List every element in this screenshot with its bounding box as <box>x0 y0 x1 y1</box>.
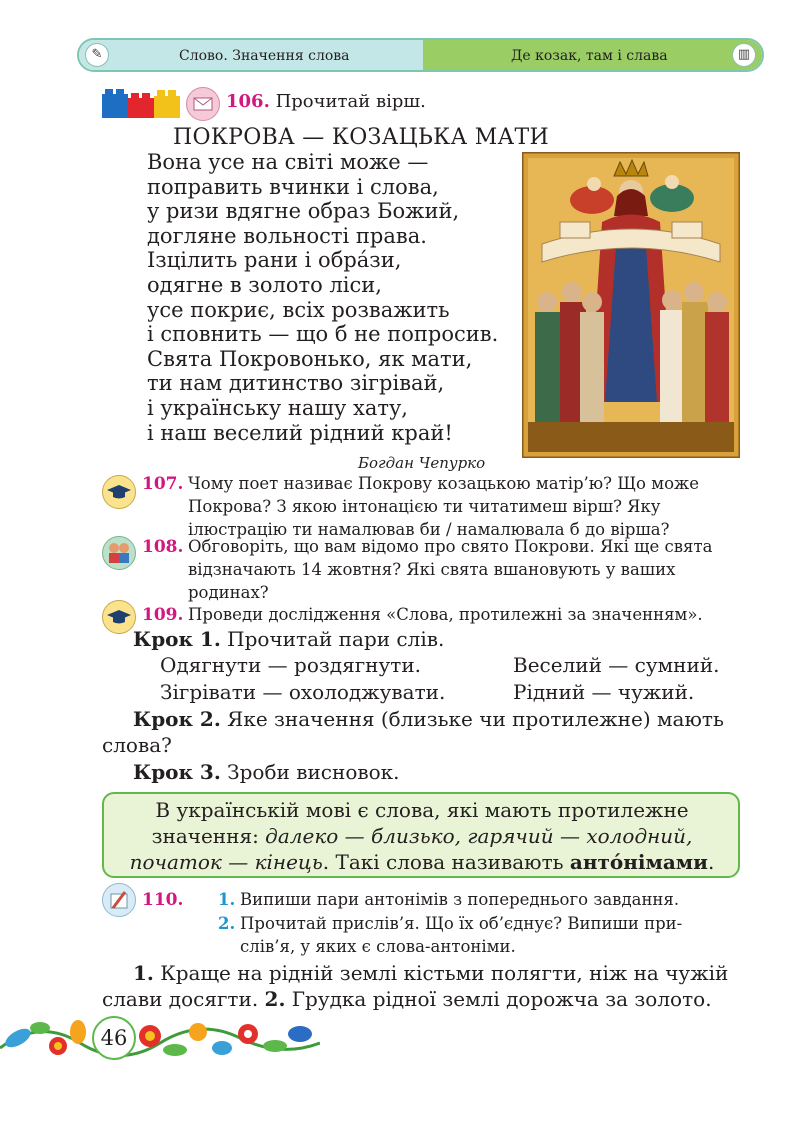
poem-line: усе покриє, всіх розважить <box>147 297 450 322</box>
step-1 <box>133 626 444 653</box>
floral-ornament <box>0 1008 320 1068</box>
rule-example: початок — кінець <box>129 850 323 874</box>
step-3 <box>133 759 400 786</box>
task-110-badge <box>102 883 136 917</box>
poem-line: Свята Покровонько, як мати, <box>147 346 473 371</box>
poem-line: догляне вольності права. <box>147 223 427 248</box>
poem-text <box>147 150 498 445</box>
step-text: Прочитай пари слів. <box>227 627 445 651</box>
task-number: 108. <box>142 537 184 557</box>
poem-line: Вона усе на світі може — <box>147 150 429 174</box>
poem-title: ПОКРОВА — КОЗАЦЬКА МАТИ <box>173 125 549 150</box>
poem-line: у ризи вдягне образ Божий, <box>147 199 460 224</box>
open-book-icon: ▥ <box>732 43 756 67</box>
rule-line: В українській мові є слова, які мають протилежне <box>155 798 689 822</box>
word-pair: Рідний — чужий. <box>513 680 695 704</box>
poem-line: і наш веселий рідний край! <box>147 420 453 445</box>
word-pair: Веселий — сумний. <box>513 653 720 677</box>
item-number: 1. <box>218 890 236 909</box>
poem-line: і українську нашу хату, <box>147 395 408 420</box>
poem-line: одягне в золото ліси, <box>147 272 382 297</box>
task-109-text: Проведи дослідження «Слова, протилежні за значенням». <box>188 605 703 624</box>
step-2-continued: слова? <box>102 733 172 757</box>
proverb-number: 2. <box>264 987 286 1011</box>
building-blocks-icon <box>100 84 184 120</box>
header-chapter-title: Де козак, там і слава <box>511 48 668 64</box>
task-number: 106. <box>226 91 270 112</box>
task-107-text <box>188 472 699 541</box>
item-number: 2. <box>218 914 236 933</box>
pokrova-icon-image <box>522 152 740 458</box>
task-106-heading <box>226 90 426 114</box>
task-110-item-2 <box>240 912 682 958</box>
poem-line: поправить вчинки і слова, <box>147 174 439 199</box>
rule-text: . Такі слова називають <box>322 850 570 874</box>
rule-box <box>102 792 740 878</box>
text-line: родинах? <box>188 583 269 602</box>
text-line: ілюстрацію ти намалював би / намалювала б до вірша? <box>188 520 670 539</box>
pair-work-icon <box>103 537 135 569</box>
word-pair: Одягнути — роздягнути. <box>160 653 422 677</box>
rule-line <box>118 849 726 876</box>
pencil-writing-icon <box>103 884 135 916</box>
step-text: Зроби висновок. <box>227 760 400 784</box>
step-label: Крок 3. <box>133 760 221 784</box>
header-left-band <box>79 40 423 70</box>
page-number-circle <box>92 1016 136 1060</box>
step-2 <box>133 706 724 733</box>
graduation-cap-icon <box>103 601 135 633</box>
task-108-text <box>188 535 712 604</box>
proverb-number: 1. <box>133 961 154 985</box>
text-line: Покрова? З якою інтонацією ти читатимеш вірш? Яку <box>188 497 661 516</box>
text-line: Прочитай прислів’я. Що їх об’єднує? Випиши при- <box>240 914 683 933</box>
word-pair: Зігрівати — охолоджувати. <box>160 680 446 704</box>
poem-line: Ізцілить рани і обрáзи, <box>147 248 402 273</box>
task-110-item-1: Випиши пари антонімів з попереднього завдання. <box>240 890 680 909</box>
page-header <box>77 38 764 72</box>
rule-term: антóнімами <box>569 850 709 874</box>
step-label: Крок 1. <box>133 627 221 651</box>
proverb-text: Краще на рідній землі кістьми полягти, ніж на чужій <box>160 961 729 985</box>
rule-example: далеко — близько, гарячий — холодний, <box>265 824 693 848</box>
text-line: відзначають 14 жовтня? Які свята вшановують у ваших <box>188 560 676 579</box>
text-line: слів’я, у яких є слова-антоніми. <box>240 937 516 956</box>
poem-author: Богдан Чепурко <box>358 454 486 472</box>
envelope-icon <box>187 88 219 120</box>
graduation-cap-icon <box>103 476 135 508</box>
step-label: Крок 2. <box>133 707 221 731</box>
task-109-badge <box>102 600 136 634</box>
proverb-text: слави досягти. <box>102 987 259 1011</box>
task-text: Прочитай вірш. <box>275 91 426 112</box>
task-number: 110. <box>142 890 184 910</box>
task-number: 109. <box>142 605 184 625</box>
task-108-badge <box>102 536 136 570</box>
text-line: Обговоріть, що вам відомо про свято Покрови. Які ще свята <box>188 537 713 556</box>
poem-line: ти нам дитинство зігрівай, <box>147 371 445 396</box>
proverb-text: Грудка рідної землі дорожча за золото. <box>291 987 712 1011</box>
header-section-title: Слово. Значення слова <box>179 48 350 64</box>
step-text: Яке значення (близьке чи протилежне) мають <box>227 707 724 731</box>
rule-line <box>118 823 726 850</box>
poem-line: і сповнить — що б не попросив. <box>147 322 499 347</box>
pen-nib-icon: ✎ <box>85 43 109 67</box>
rule-text: значення: <box>151 824 266 848</box>
text-line: Чому поет називає Покрову козацькою матір’ю? Що може <box>188 474 699 493</box>
proverb-line <box>133 960 728 987</box>
rule-text: . <box>708 850 715 874</box>
task-number: 107. <box>142 474 184 494</box>
task-107-badge <box>102 475 136 509</box>
letter-icon <box>186 87 220 121</box>
header-right-band <box>423 40 762 70</box>
page-number: 46 <box>100 1026 128 1050</box>
